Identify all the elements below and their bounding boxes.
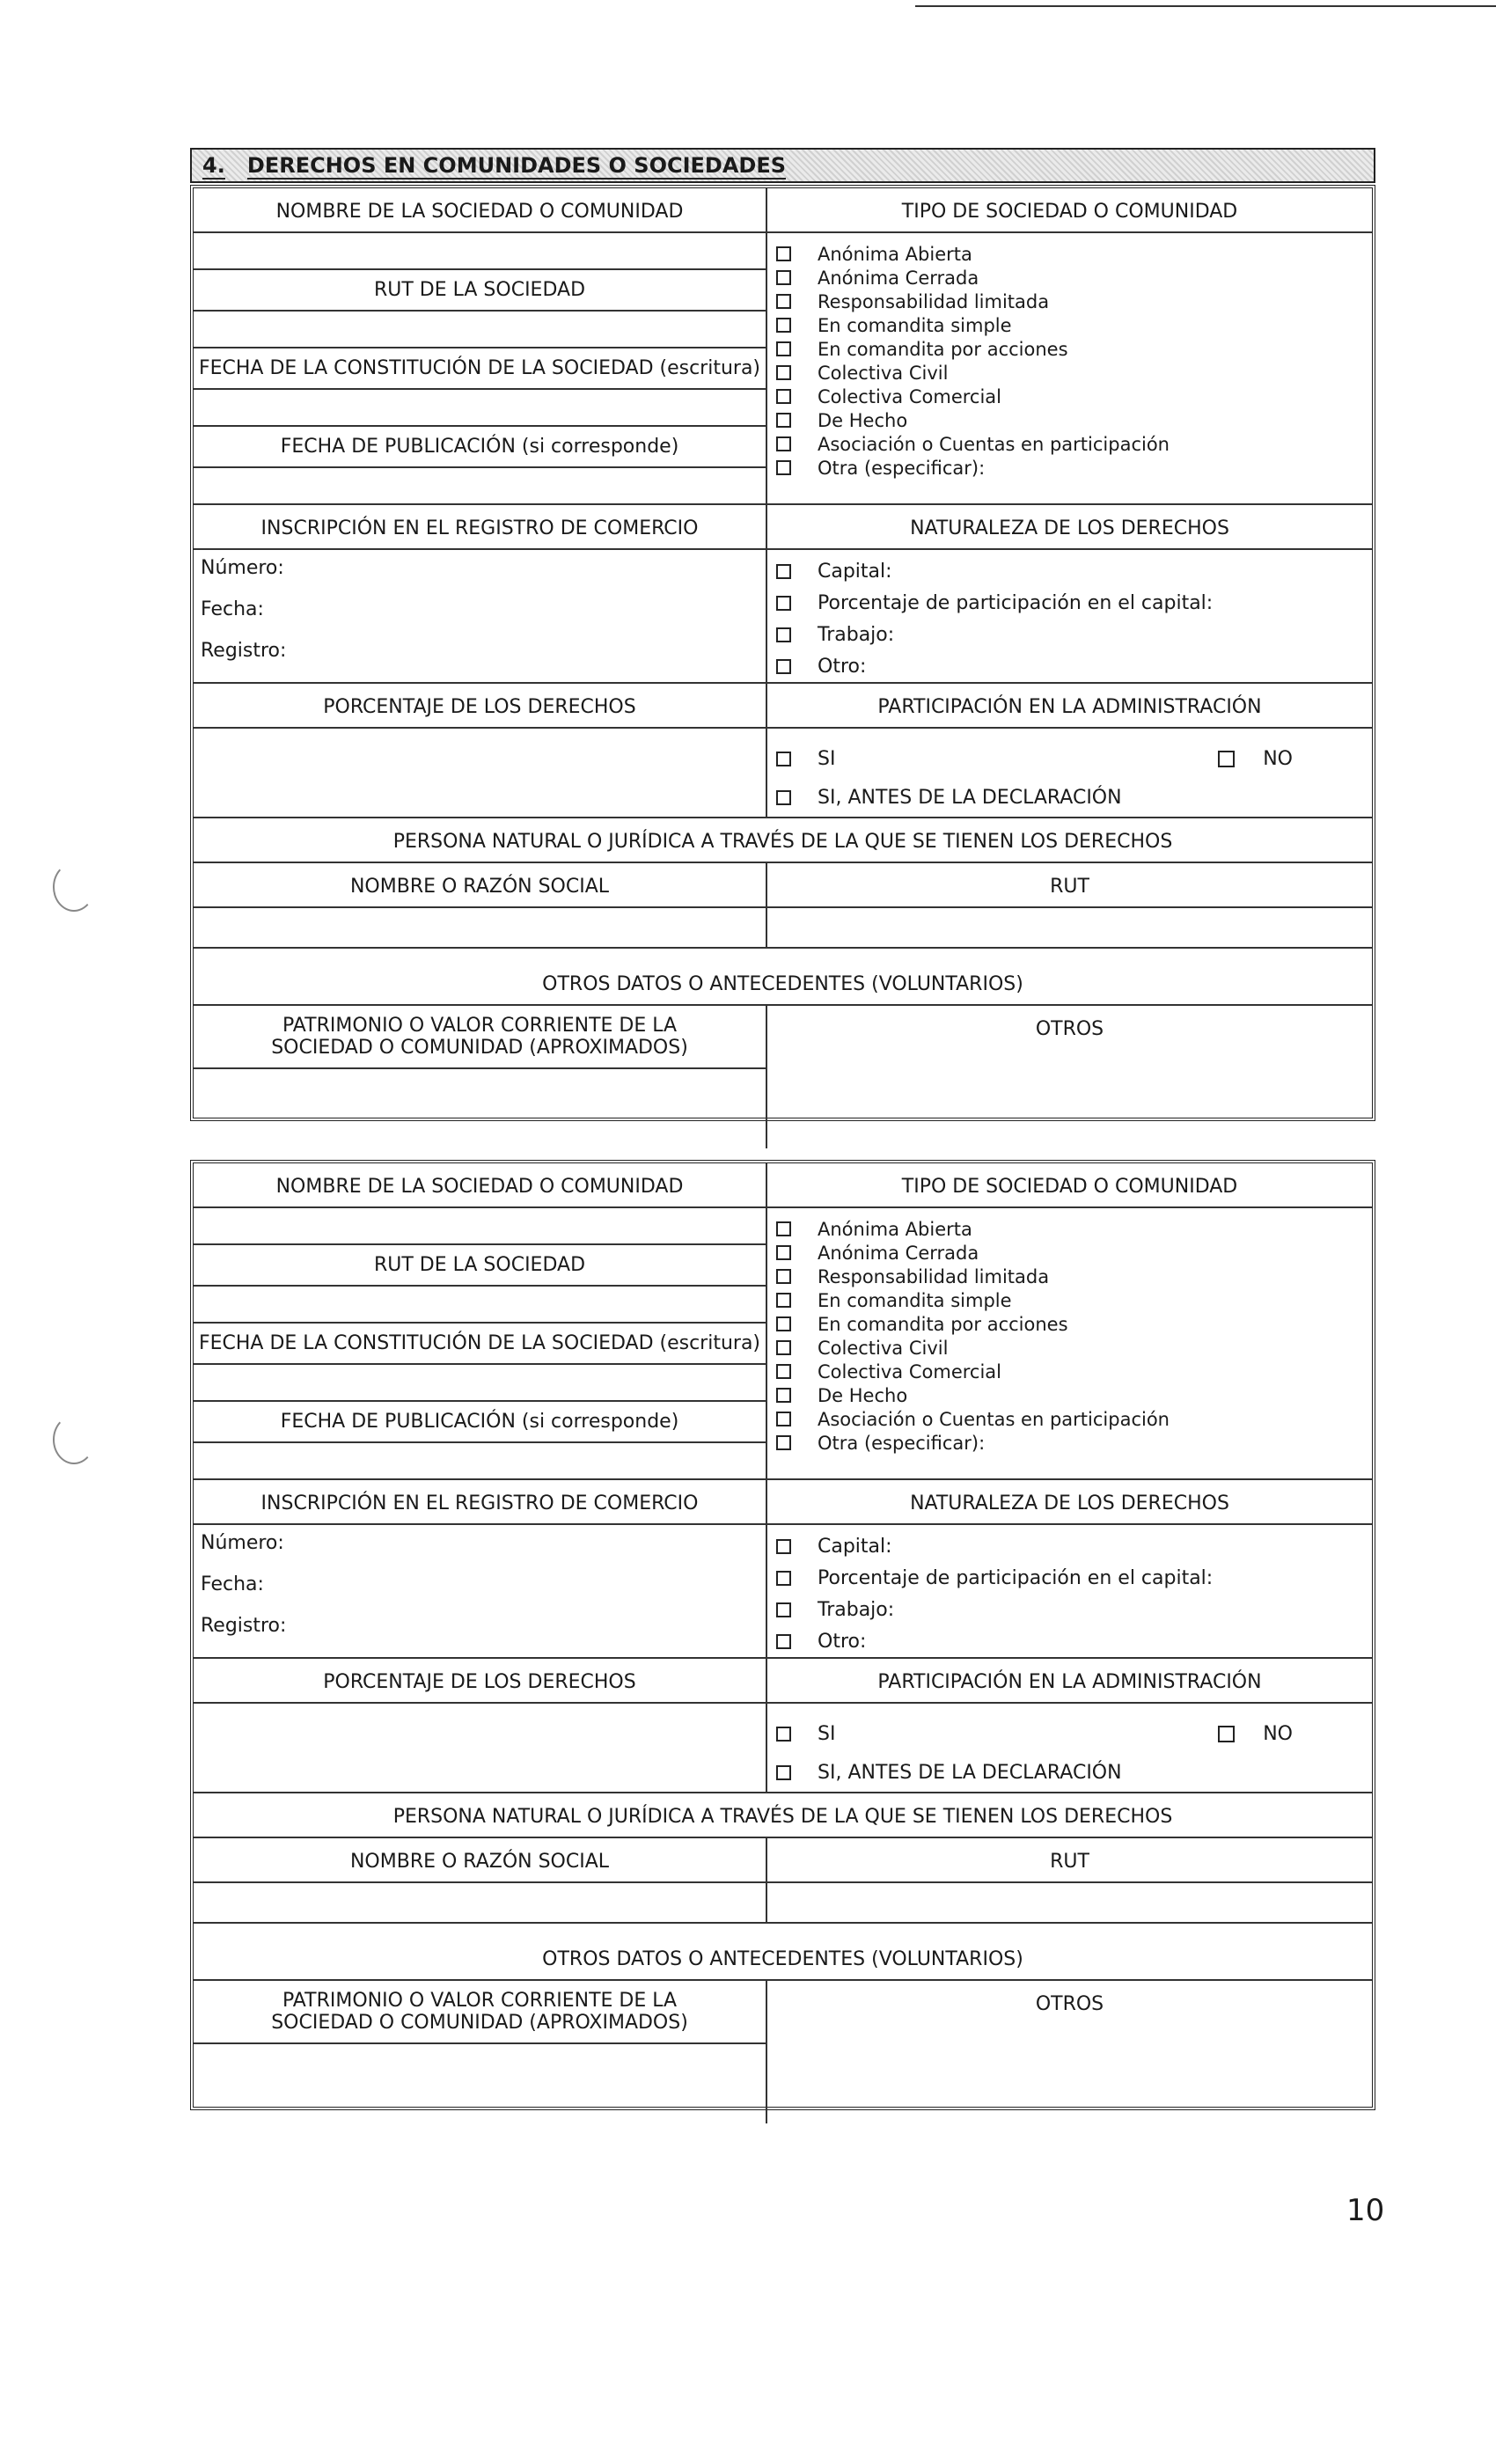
rights-nature-option-label: Otro: <box>818 1630 867 1653</box>
admin-yes-label: SI <box>818 1722 836 1745</box>
admin-no-option[interactable] <box>1218 748 1293 770</box>
company-type-option[interactable] <box>776 290 1372 313</box>
registry-field-label: Fecha: <box>201 598 264 620</box>
intermediary-label: PERSONA NATURAL O JURÍDICA A TRAVÉS DE LA QUE SE TIENEN LOS DERECHOS <box>194 818 1372 863</box>
publication-date-field[interactable] <box>194 1443 766 1478</box>
checkbox-icon[interactable] <box>1218 751 1235 767</box>
company-type-option[interactable] <box>776 1265 1372 1288</box>
checkbox-icon[interactable] <box>776 1340 791 1355</box>
registry-field[interactable] <box>194 1566 766 1608</box>
admin-yes-option[interactable] <box>776 1714 835 1753</box>
company-type-options <box>767 1208 1372 1460</box>
checkbox-icon[interactable] <box>776 596 791 611</box>
checkbox-icon[interactable] <box>776 1269 791 1284</box>
administration-label: PARTICIPACIÓN EN LA ADMINISTRACIÓN <box>767 684 1372 729</box>
company-type-option[interactable] <box>776 432 1372 456</box>
punch-hole-mark <box>53 862 95 912</box>
checkbox-icon[interactable] <box>776 1571 791 1586</box>
other-data-label: OTROS DATOS O ANTECEDENTES (VOLUNTARIOS) <box>194 1924 1372 1981</box>
company-rut-field[interactable] <box>194 1287 766 1324</box>
checkbox-icon[interactable] <box>776 752 791 766</box>
rights-form-1 <box>190 185 1375 1121</box>
checkbox-icon[interactable] <box>776 1388 791 1403</box>
others-field[interactable] <box>767 1049 1372 1146</box>
checkbox-icon[interactable] <box>776 270 791 285</box>
company-type-option-label: Anónima Cerrada <box>818 1242 979 1264</box>
rights-percentage-label: PORCENTAJE DE LOS DERECHOS <box>194 684 766 729</box>
administration-label: PARTICIPACIÓN EN LA ADMINISTRACIÓN <box>767 1659 1372 1704</box>
rights-nature-option[interactable] <box>776 1625 1372 1657</box>
rights-nature-option-label: Capital: <box>818 560 892 583</box>
rights-percentage-label: PORCENTAJE DE LOS DERECHOS <box>194 1659 766 1704</box>
company-type-option-label: Responsabilidad limitada <box>818 290 1050 312</box>
checkbox-icon[interactable] <box>776 1727 791 1742</box>
admin-before-label: SI, ANTES DE LA DECLARACIÓN <box>818 786 1122 809</box>
intermediary-rut-label: RUT <box>767 863 1372 908</box>
checkbox-icon[interactable] <box>776 389 791 404</box>
checkbox-icon[interactable] <box>776 1245 791 1260</box>
top-edge-line <box>915 5 1496 7</box>
rights-nature-label: NATURALEZA DE LOS DERECHOS <box>767 1480 1372 1525</box>
company-type-option-label: De Hecho <box>818 1384 908 1406</box>
rights-nature-option[interactable] <box>776 587 1372 619</box>
company-rut-label: RUT DE LA SOCIEDAD <box>194 1245 766 1287</box>
others-label: OTROS <box>1035 1018 1104 1040</box>
company-info-block <box>194 1163 1372 1480</box>
rights-nature-label: NATURALEZA DE LOS DERECHOS <box>767 505 1372 550</box>
company-type-label: TIPO DE SOCIEDAD O COMUNIDAD <box>767 1163 1372 1208</box>
company-type-option-label: Asociación o Cuentas en participación <box>818 433 1170 455</box>
company-type-option-label: Asociación o Cuentas en participación <box>818 1408 1170 1430</box>
company-type-option[interactable] <box>776 1241 1372 1265</box>
page-number: 10 <box>1346 2193 1385 2228</box>
rights-percentage-field[interactable] <box>194 729 766 815</box>
company-type-option[interactable] <box>776 1360 1372 1383</box>
admin-yes-label: SI <box>818 747 836 770</box>
company-name-label: NOMBRE DE LA SOCIEDAD O COMUNIDAD <box>194 1163 766 1208</box>
company-type-option-label: Colectiva Civil <box>818 1337 949 1359</box>
registry-block <box>194 1480 1372 1659</box>
company-name-label: NOMBRE DE LA SOCIEDAD O COMUNIDAD <box>194 188 766 233</box>
registry-field-label: Registro: <box>201 640 287 662</box>
admin-before-option[interactable] <box>776 1753 1363 1792</box>
admin-no-label: NO <box>1263 1722 1293 1745</box>
rights-nature-option-label: Capital: <box>818 1535 892 1558</box>
checkbox-icon[interactable] <box>776 1412 791 1426</box>
intermediary-name-label: NOMBRE O RAZÓN SOCIAL <box>194 863 766 908</box>
assets-label: PATRIMONIO O VALOR CORRIENTE DE LA SOCIEDAD O COMUNIDAD (APROXIMADOS) <box>194 1006 766 1069</box>
rights-nature-option[interactable] <box>776 555 1372 587</box>
company-rut-field[interactable] <box>194 312 766 348</box>
checkbox-icon[interactable] <box>776 1765 791 1780</box>
checkbox-icon[interactable] <box>776 790 791 805</box>
percentage-admin-block <box>194 1659 1372 1793</box>
company-rut-label: RUT DE LA SOCIEDAD <box>194 270 766 312</box>
checkbox-icon[interactable] <box>776 365 791 380</box>
registry-field-label: Fecha: <box>201 1573 264 1595</box>
company-type-option[interactable] <box>776 1217 1372 1241</box>
intermediary-name-label: NOMBRE O RAZÓN SOCIAL <box>194 1838 766 1883</box>
checkbox-icon[interactable] <box>776 1293 791 1308</box>
registry-field[interactable] <box>194 550 766 591</box>
checkbox-icon[interactable] <box>776 1221 791 1236</box>
other-data-block <box>194 1924 1372 2123</box>
company-type-option[interactable] <box>776 385 1372 408</box>
checkbox-icon[interactable] <box>776 413 791 428</box>
company-type-option[interactable] <box>776 313 1372 337</box>
registry-field-label: Número: <box>201 557 284 579</box>
checkbox-icon[interactable] <box>776 460 791 475</box>
admin-no-label: NO <box>1263 747 1293 770</box>
rights-nature-option[interactable] <box>776 650 1372 682</box>
checkbox-icon[interactable] <box>776 318 791 333</box>
others-field[interactable] <box>767 2024 1372 2121</box>
assets-label: PATRIMONIO O VALOR CORRIENTE DE LA SOCIEDAD O COMUNIDAD (APROXIMADOS) <box>194 1981 766 2044</box>
company-type-option-label: Anónima Cerrada <box>818 267 979 289</box>
intermediary-block <box>194 818 1372 949</box>
section-header <box>190 148 1375 183</box>
intermediary-rut-label: RUT <box>767 1838 1372 1883</box>
rights-nature-options <box>767 1525 1372 1657</box>
company-type-option-label: Anónima Abierta <box>818 243 972 265</box>
company-type-option[interactable] <box>776 337 1372 361</box>
section-number: 4. <box>202 153 225 178</box>
checkbox-icon[interactable] <box>776 1435 791 1450</box>
intermediary-label: PERSONA NATURAL O JURÍDICA A TRAVÉS DE LA QUE SE TIENEN LOS DERECHOS <box>194 1793 1372 1838</box>
checkbox-icon[interactable] <box>776 659 791 674</box>
checkbox-icon[interactable] <box>776 1364 791 1379</box>
other-data-label: OTROS DATOS O ANTECEDENTES (VOLUNTARIOS) <box>194 949 1372 1006</box>
checkbox-icon[interactable] <box>776 1539 791 1554</box>
rights-nature-options <box>767 550 1372 682</box>
company-type-label: TIPO DE SOCIEDAD O COMUNIDAD <box>767 188 1372 233</box>
admin-no-option[interactable] <box>1218 1723 1293 1745</box>
checkbox-icon[interactable] <box>776 341 791 356</box>
company-type-option[interactable] <box>776 1383 1372 1407</box>
registry-field[interactable] <box>194 1525 766 1566</box>
checkbox-icon[interactable] <box>776 436 791 451</box>
company-type-option-label: Otra (especificar): <box>818 1432 986 1454</box>
constitution-date-field[interactable] <box>194 390 766 427</box>
intermediary-rut-field[interactable] <box>767 908 1372 947</box>
registry-field-label: Número: <box>201 1532 284 1554</box>
company-info-block <box>194 188 1372 505</box>
rights-nature-option-label: Trabajo: <box>818 1598 895 1621</box>
rights-percentage-field[interactable] <box>194 1704 766 1790</box>
rights-nature-option-label: Porcentaje de participación en el capital: <box>818 1566 1214 1589</box>
checkbox-icon[interactable] <box>776 246 791 261</box>
company-type-option-label: Colectiva Comercial <box>818 1360 1001 1382</box>
admin-before-option[interactable] <box>776 778 1363 817</box>
checkbox-icon[interactable] <box>776 564 791 579</box>
assets-field[interactable] <box>194 2044 766 2123</box>
company-name-field[interactable] <box>194 233 766 270</box>
checkbox-icon[interactable] <box>776 294 791 309</box>
company-type-option[interactable] <box>776 408 1372 432</box>
intermediary-rut-field[interactable] <box>767 1883 1372 1922</box>
other-data-block <box>194 949 1372 1148</box>
company-type-option-label: En comandita por acciones <box>818 338 1068 360</box>
company-type-option-label: Anónima Abierta <box>818 1218 972 1240</box>
company-type-option-label: En comandita simple <box>818 1289 1012 1311</box>
company-type-option[interactable] <box>776 242 1372 266</box>
rights-nature-option-label: Otro: <box>818 655 867 678</box>
company-name-field[interactable] <box>194 1208 766 1245</box>
intermediary-name-field[interactable] <box>194 1883 766 1922</box>
publication-date-label: FECHA DE PUBLICACIÓN (si corresponde) <box>194 427 766 468</box>
constitution-date-label: FECHA DE LA CONSTITUCIÓN DE LA SOCIEDAD (escritura) <box>194 1324 766 1365</box>
rights-form-2 <box>190 1160 1375 2110</box>
admin-before-label: SI, ANTES DE LA DECLARACIÓN <box>818 1761 1122 1784</box>
rights-nature-option-label: Porcentaje de participación en el capital: <box>818 591 1214 614</box>
registry-label: INSCRIPCIÓN EN EL REGISTRO DE COMERCIO <box>194 505 766 550</box>
rights-nature-option[interactable] <box>776 1530 1372 1562</box>
checkbox-icon[interactable] <box>1218 1726 1235 1742</box>
publication-date-field[interactable] <box>194 468 766 503</box>
company-type-option[interactable] <box>776 1431 1372 1455</box>
registry-label: INSCRIPCIÓN EN EL REGISTRO DE COMERCIO <box>194 1480 766 1525</box>
company-type-option-label: En comandita simple <box>818 314 1012 336</box>
company-type-option-label: De Hecho <box>818 409 908 431</box>
punch-hole-mark <box>53 1415 95 1464</box>
rights-nature-option[interactable] <box>776 619 1372 650</box>
company-type-option[interactable] <box>776 1336 1372 1360</box>
company-type-option-label: Otra (especificar): <box>818 457 986 479</box>
registry-block <box>194 505 1372 684</box>
company-type-option[interactable] <box>776 1312 1372 1336</box>
constitution-date-field[interactable] <box>194 1365 766 1402</box>
others-label: OTROS <box>1035 1993 1104 2015</box>
intermediary-name-field[interactable] <box>194 908 766 947</box>
checkbox-icon[interactable] <box>776 1634 791 1649</box>
section-title: DERECHOS EN COMUNIDADES O SOCIEDADES <box>246 153 787 178</box>
company-type-option-label: En comandita por acciones <box>818 1313 1068 1335</box>
rights-nature-option[interactable] <box>776 1562 1372 1594</box>
company-type-option[interactable] <box>776 1407 1372 1431</box>
company-type-options <box>767 233 1372 485</box>
admin-yes-option[interactable] <box>776 739 835 778</box>
assets-field[interactable] <box>194 1069 766 1148</box>
checkbox-icon[interactable] <box>776 627 791 642</box>
registry-field-label: Registro: <box>201 1615 287 1637</box>
company-type-option-label: Colectiva Civil <box>818 362 949 384</box>
company-type-option-label: Responsabilidad limitada <box>818 1265 1050 1287</box>
registry-field[interactable] <box>194 591 766 633</box>
company-type-option[interactable] <box>776 1288 1372 1312</box>
rights-nature-option[interactable] <box>776 1594 1372 1625</box>
company-type-option[interactable] <box>776 361 1372 385</box>
registry-field[interactable] <box>194 1608 766 1649</box>
rights-nature-option-label: Trabajo: <box>818 623 895 646</box>
constitution-date-label: FECHA DE LA CONSTITUCIÓN DE LA SOCIEDAD (escritura) <box>194 348 766 390</box>
checkbox-icon[interactable] <box>776 1602 791 1617</box>
publication-date-label: FECHA DE PUBLICACIÓN (si corresponde) <box>194 1402 766 1443</box>
company-type-option-label: Colectiva Comercial <box>818 385 1001 407</box>
percentage-admin-block <box>194 684 1372 818</box>
company-type-option[interactable] <box>776 266 1372 290</box>
checkbox-icon[interactable] <box>776 1316 791 1331</box>
intermediary-block <box>194 1793 1372 1924</box>
registry-field[interactable] <box>194 633 766 674</box>
company-type-option[interactable] <box>776 456 1372 480</box>
